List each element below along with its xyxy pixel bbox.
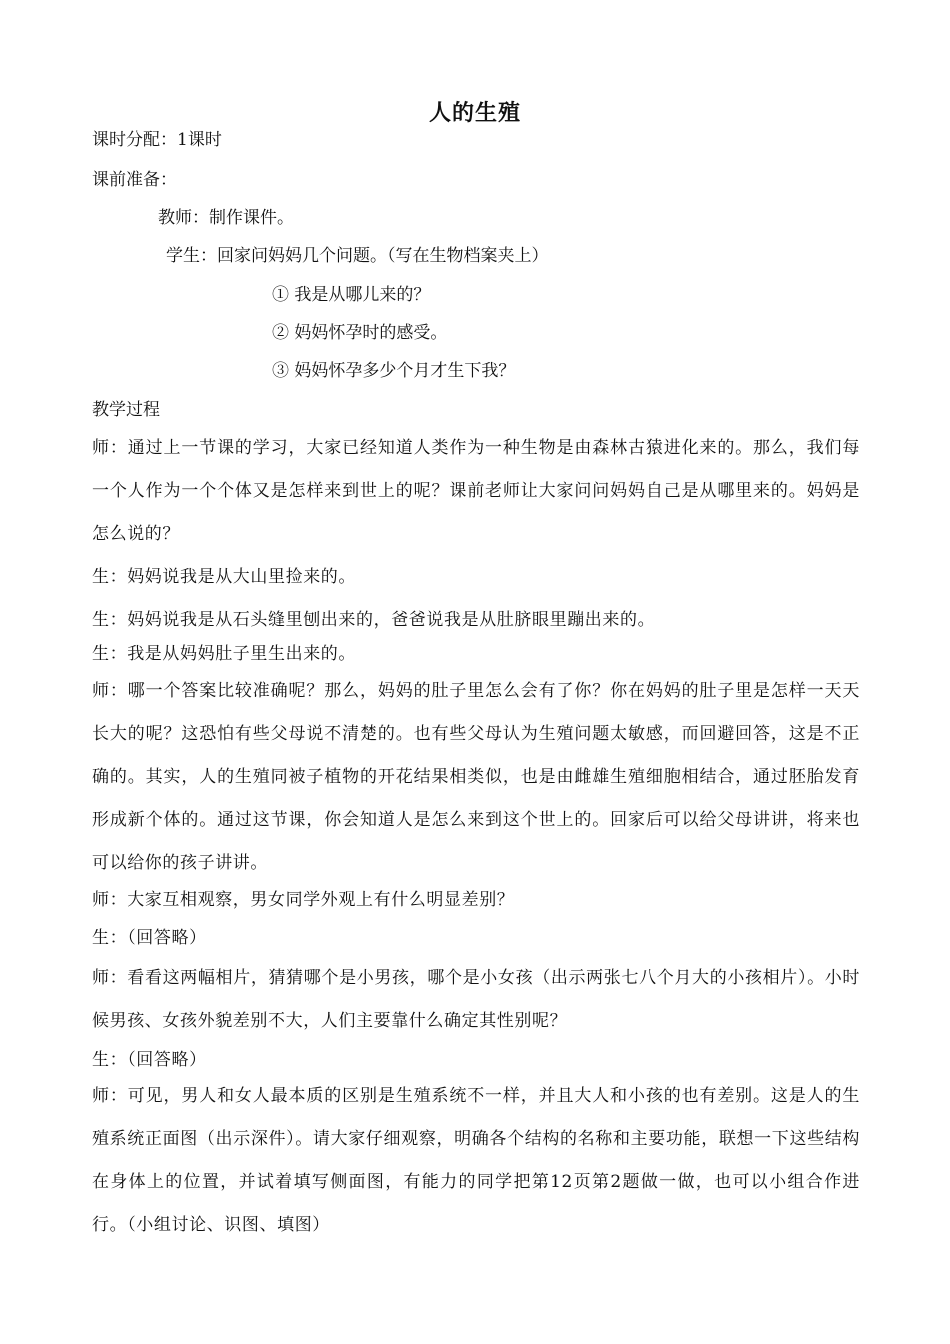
student-prep-line: 学生：回家问妈妈几个问题。（写在生物档案夹上） xyxy=(166,246,549,266)
dialogue-paragraph: 生：（回答略） xyxy=(92,1050,207,1070)
class-hours-line: 课时分配：1课时 xyxy=(92,130,222,150)
document-title: 人的生殖 xyxy=(428,101,521,126)
dialogue-paragraph: 师：大家互相观察，男女同学外观上有什么明显差别？ xyxy=(92,890,515,910)
preparation-heading: 课前准备： xyxy=(92,170,177,190)
process-heading: 教学过程 xyxy=(92,400,160,420)
question-item: ② 妈妈怀孕时的感受。 xyxy=(272,323,448,343)
dialogue-paragraph: 师：看看这两幅相片，猜猜哪个是小男孩，哪个是小女孩（出示两张七八个月大的小孩相片）。小时候男孩、女孩外貌差别不大，人们主要靠什么确定其性别呢？ xyxy=(92,968,860,1031)
dialogue-paragraph: 师：哪一个答案比较准确呢？那么，妈妈的肚子里怎么会有了你？你在妈妈的肚子里是怎样一天天长大的呢？这恐怕有些父母说不清楚的。也有些父母认为生殖问题太敏感，而回避回答，这是不正确的。其实，人的生殖同被子植物的开花结果相类似，也是由雌雄生殖细胞相结合，通过胚胎发育形成新个体的。通过这节课，你会知道人是怎么来到这个世上的。回家后可以给父母讲讲，将来也可以给你的孩子讲讲。 xyxy=(92,681,860,873)
dialogue-paragraph: 师：通过上一节课的学习，大家已经知道人类作为一种生物是由森林古猿进化来的。那么，我们每一个人作为一个个体又是怎样来到世上的呢？课前老师让大家问问妈妈自己是从哪里来的。妈妈是怎么说的？ xyxy=(92,438,860,544)
dialogue-paragraph: 生：妈妈说我是从大山里捡来的。 xyxy=(92,567,356,587)
question-item: ① 我是从哪儿来的？ xyxy=(272,285,431,305)
question-item: ③ 妈妈怀孕多少个月才生下我？ xyxy=(272,361,516,381)
teacher-prep-line: 教师：制作课件。 xyxy=(158,208,294,228)
dialogue-paragraph: 师：可见，男人和女人最本质的区别是生殖系统不一样，并且大人和小孩的也有差别。这是人的生殖系统正面图（出示深件）。请大家仔细观察，明确各个结构的名称和主要功能，联想一下这些结构在身体上的位置，并试着填写侧面图，有能力的同学把第12页第2题做一做，也可以小组合作进行。（小组讨论、识图、填图） xyxy=(92,1086,860,1235)
dialogue-paragraph: 生：我是从妈妈肚子里生出来的。 xyxy=(92,644,356,664)
dialogue-paragraph: 生：（回答略） xyxy=(92,928,207,948)
dialogue-paragraph: 生：妈妈说我是从石头缝里刨出来的，爸爸说我是从肚脐眼里蹦出来的。 xyxy=(92,610,656,630)
